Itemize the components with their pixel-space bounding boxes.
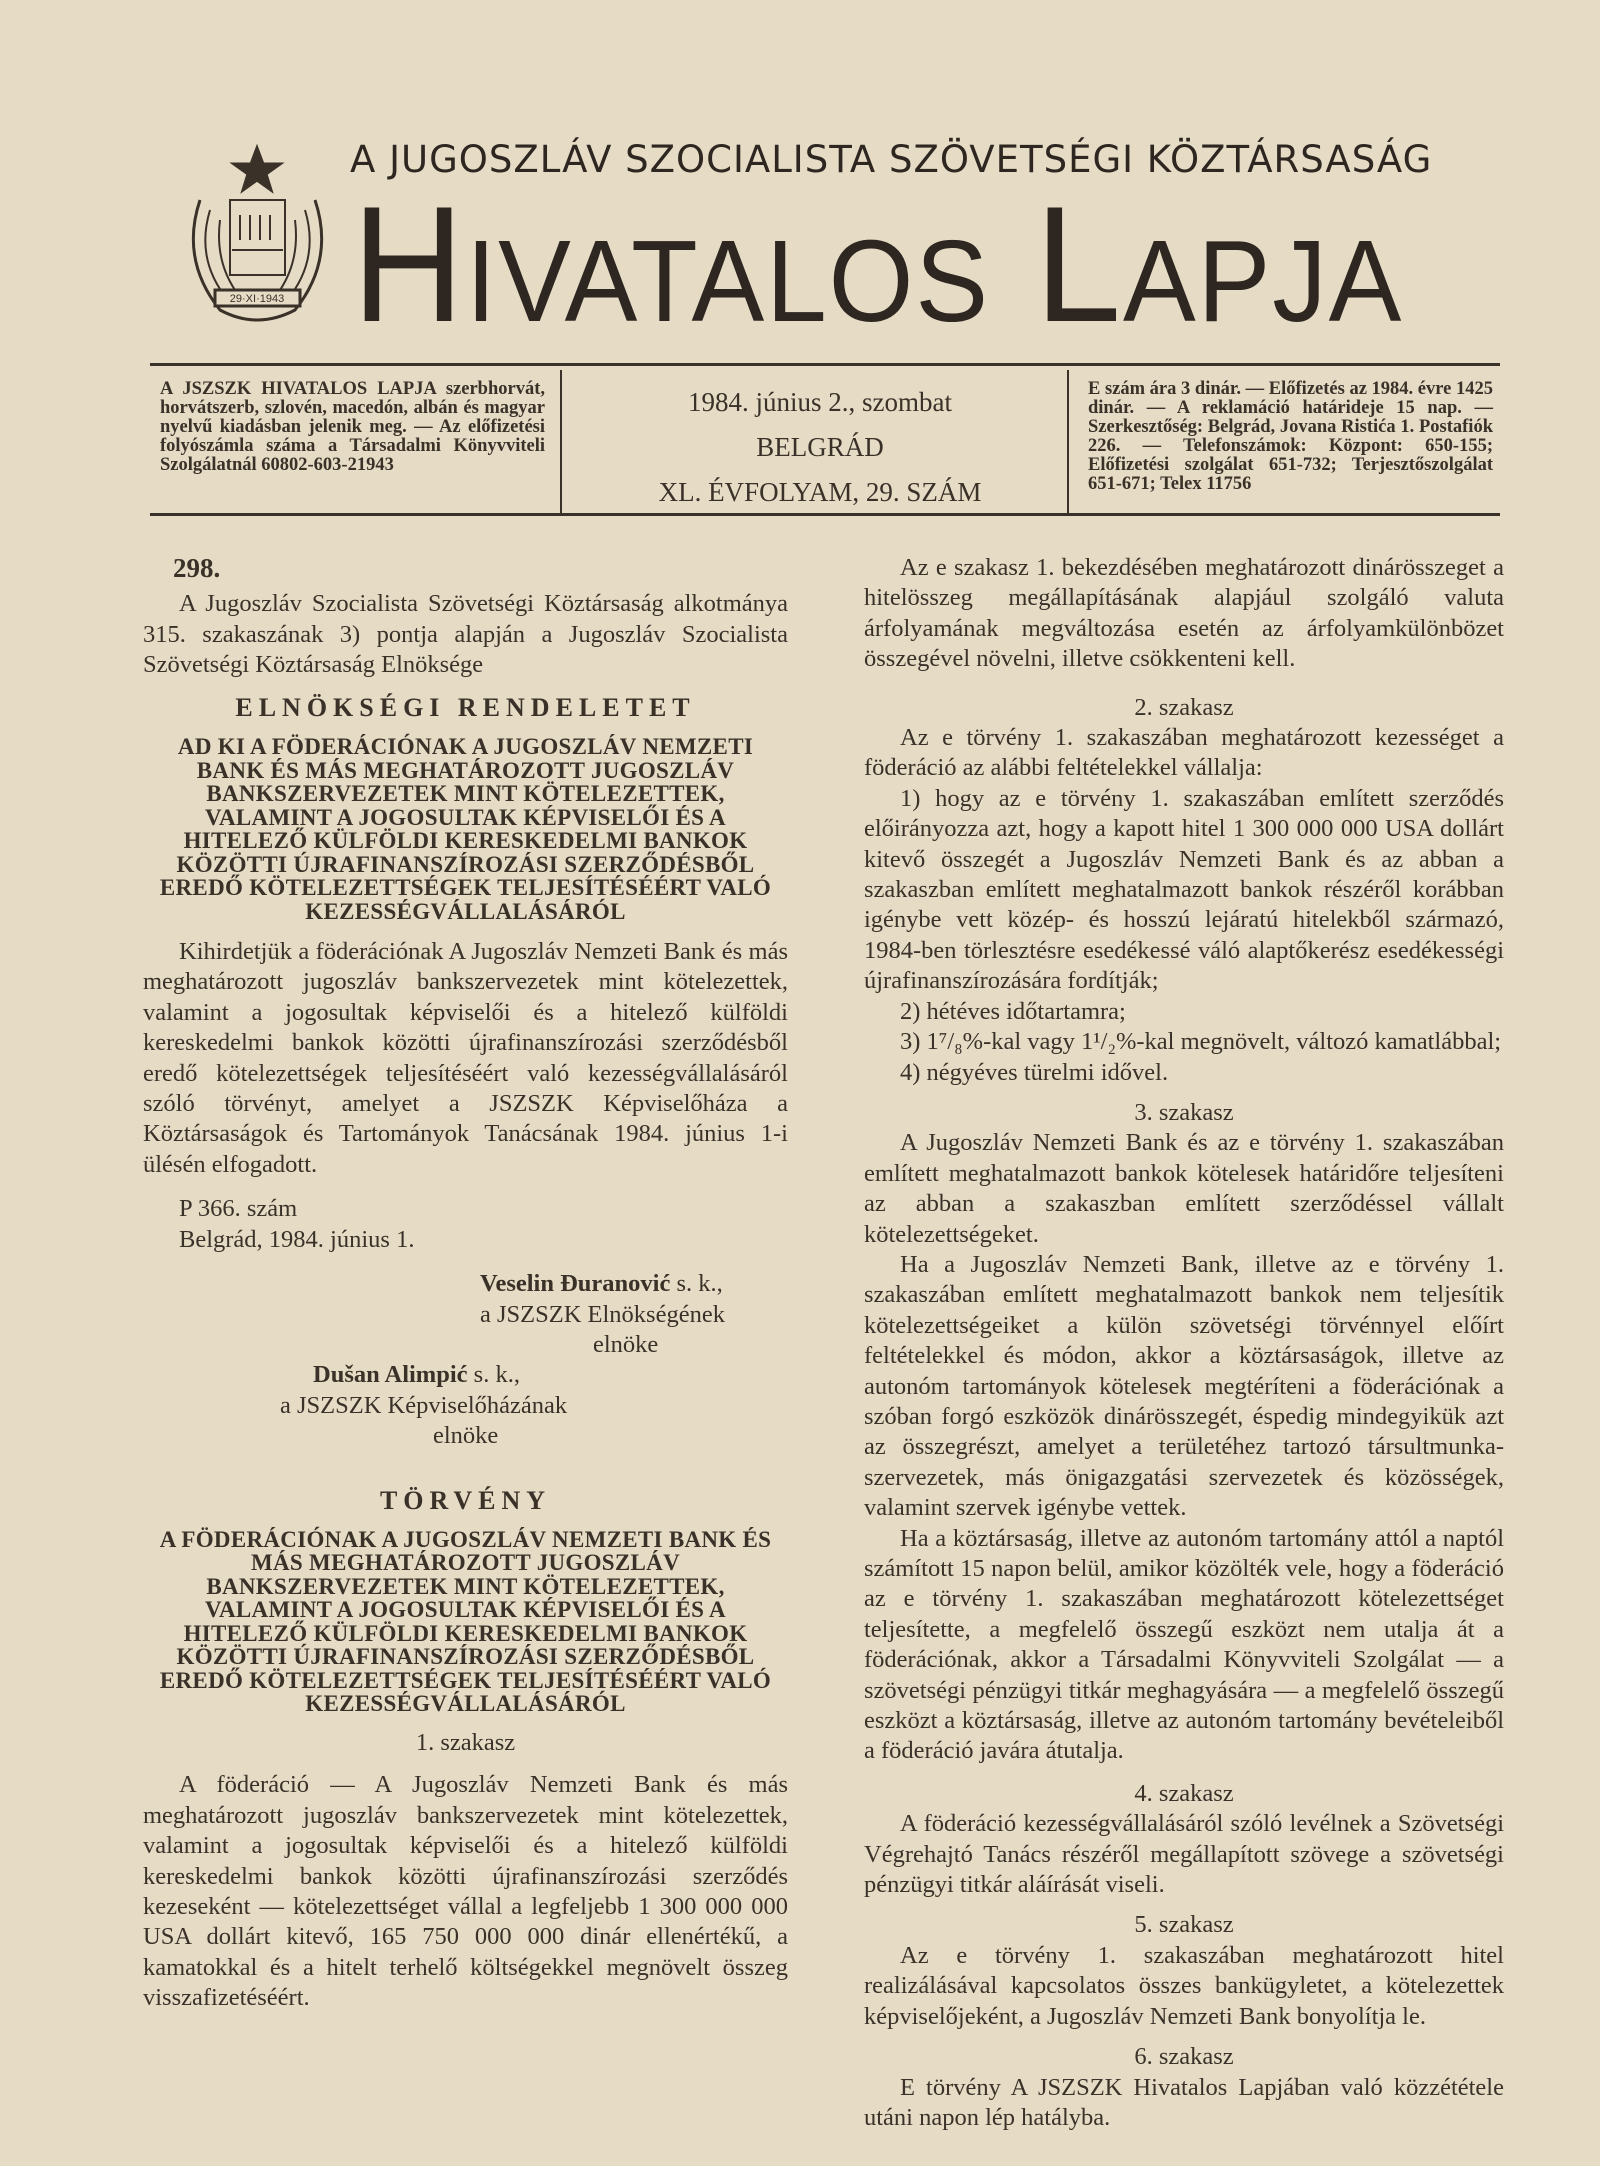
section-3-paragraph-2: Ha a Jugoszláv Nemzeti Bank, illetve az e törvény 1. szakaszában említett meghatalmazott bankok nem teljesítik kötelezettségeiket a külön szövetségi törvénnyel előírt feltételekkel és módon, akkor a köztársaságok, illetve az autonóm tartományok kötelesek megtéríteni a föderációnak a szóban forgó eszközök dinárösszegét, éspedig mindegyikük azt az összegrészt, amelyet a területéhez tartozó társultmunka-szervezetek, más önigazgatási szervezetek és közösségek, valamint szervek igénybe vettek.: [864, 1250, 1504, 1522]
divider-right: [1067, 370, 1069, 515]
section-3-paragraph-3: Ha a köztársaság, illetve az autonóm tartomány attól a naptól számított 15 napon belül, amikor közölték vele, hogy a föderáció az e törvény 1. szakaszában meghatározott kötelezettséget teljesítette, a megfelelő összegű eszközt nem utalja át a föderációnak, akkor a Társadalmi Könyvviteli Szolgálat — a szövetségi pénzügyi titkár meghagyására — a megfelelő összegű eszközt a köztársaság, illetve az autonóm tartomány bevételeiből a föderáció javára átutalja.: [864, 1524, 1504, 1765]
decree-title: AD KI A FÖDERÁCIÓNAK A JUGOSZLÁV NEMZETI BANK ÉS MÁS MEGHATÁROZOTT JUGOSZLÁV BANKSZERVEZETEK MINT KÖTELEZETTEK, VALAMINT A JOGOSULTAK KÉPVISELŐI ÉS A HITELEZŐ KÜLFÖLDI KERESKEDELMI BANKOK KÖZÖTTI ÚJRAFINANSZÍROZÁSI SZERZŐDÉSBŐL EREDŐ KÖTELEZETTSÉGEK TELJESÍTÉSÉÉRT VALÓ KEZESSÉGVÁLLALÁSÁRÓL: [159, 734, 772, 924]
issue-date: 1984. június 2., szombat: [688, 387, 952, 417]
right-column: [864, 553, 1504, 2133]
section-1-heading: 1. szakasz: [415, 1728, 516, 1756]
left-column: [143, 553, 788, 2014]
reference-number: P 366. szám: [179, 1195, 298, 1223]
issue-place: BELGRÁD: [756, 432, 884, 462]
emblem: [160, 140, 355, 335]
section-1-text: A föderáció — A Jugoszláv Nemzeti Bank és más meghatározott jugoszláv bankszervezetek mint kötelezettek, valamint a jogosultak képviselői és a hitelező külföldi kereskedelmi bankok közötti újrafinanszírozási szerződés kezeseként — kötelezettséget vállal a legfeljebb 1 300 000 000 USA dollárt kitevő, 165 750 000 000 dinár ellenértékű, a kamatokkal és a hitelt terhelő költségekkel megnövelt összeg visszafizetéséért.: [143, 1771, 788, 2012]
section-6-text: E törvény A JSZSZK Hivatalos Lapjában való közzététele utáni napon lép hatályba.: [864, 2073, 1504, 2131]
signatory-2-name: Dušan Alimpić: [313, 1361, 468, 1389]
signatory-2-sk: s. k.,: [467, 1361, 520, 1389]
section-3-heading: 3. szakasz: [1134, 1098, 1234, 1126]
section-4-heading: 4. szakasz: [1134, 1779, 1234, 1807]
section-1-continued: Az e szakasz 1. bekezdésében meghatározott dinárösszeget a hitelösszeg megállapításának alapjául szolgáló valuta árfolyamának megváltozása esetén az árfolyamkülönbözet összegével növelni, illetve csökkenteni kell.: [864, 554, 1504, 673]
decree-heading: ELNÖKSÉGI RENDELETET: [235, 692, 696, 722]
section-2-item-4: 4) négyéves türelmi idővel.: [900, 1058, 1169, 1086]
section-2-item-3: 3) 1⁷/₈%-kal vagy 1¹/₂%-kal megnövelt, változó kamatlábbal;: [900, 1028, 1502, 1056]
section-2-item-1: 1) hogy az e törvény 1. szakaszában említett szerződés előirányozza azt, hogy a kapott hitel 1 300 000 000 USA dollárt kitevő összegét a Jugoszláv Nemzeti Bank és az abban a szakaszban említett meghatalmazott bankok részéről korábban igénybe vett közép- és hosszú lejáratú hitelekből származó, 1984-ben törlesztésre esedékessé váló alaptőkerész esedékességi újrafinanszírozására fordítják;: [864, 784, 1504, 995]
signatory-2-role2: elnöke: [433, 1422, 499, 1450]
masthead-supertitle: A JUGOSZLÁV SZOCIALISTA SZÖVETSÉGI KÖZTÁRSASÁG: [350, 138, 1433, 181]
section-3-paragraph-1: A Jugoszláv Nemzeti Bank és az e törvény 1. szakaszában említett meghatalmazott bankok kötelesek határidőre teljesíteni az abban a szakaszban említett szerződéssel vállalt kötelezettségeket.: [864, 1129, 1504, 1248]
divider-left: [560, 370, 562, 515]
place-date: Belgrád, 1984. június 1.: [179, 1225, 415, 1253]
issue-number: XL. ÉVFOLYAM, 29. SZÁM: [658, 477, 982, 507]
promulgation-paragraph: Kihirdetjük a föderációnak A Jugoszláv Nemzeti Bank és más meghatározott jugoszláv bankszervezetek mint kötelezettek, valamint a jogosultak képviselői és a hitelező külföldi kereskedelmi bankok közötti újrafinanszírozási szerződésből eredő kötelezettségek teljesítéséért való kezességvállalásáról szóló törvényt, amelyet a JSZSZK Képviselőháza a Köztársaságok és Tartományok Tanácsának 1984. június 1-i ülésén elfogadott.: [143, 938, 788, 1178]
section-6-heading: 6. szakasz: [1134, 2043, 1234, 2071]
signatory-1-sk: s. k.,: [670, 1270, 723, 1298]
section-2-item-2: 2) hétéves időtartamra;: [900, 997, 1126, 1025]
signatory-2-role: a JSZSZK Képviselőházának: [280, 1391, 568, 1419]
signatory-1-role2: elnöke: [593, 1330, 659, 1358]
section-4-text: A föderáció kezességvállalásáról szóló levélnek a Szövetségi Végrehajtó Tanács részéről megállapított szövege a szövetségi pénzügyi titkár aláírását viseli.: [864, 1810, 1504, 1899]
signatory-1-name: Veselin Đuranović: [480, 1270, 671, 1298]
signatory-1-role: a JSZSZK Elnökségének: [480, 1300, 725, 1328]
rule-top: [150, 363, 1500, 366]
law-heading: TÖRVÉNY: [379, 1485, 552, 1515]
emblem-date: 29·XI·1943: [229, 293, 285, 305]
info-issue: [575, 380, 1065, 515]
section-5-text: Az e törvény 1. szakaszában meghatározott hitel realizálásával kapcsolatos összes bankügyletet, a kötelezettek képviselőjeként, a Jugoszláv Nemzeti Bank bonyolítja le.: [864, 1941, 1504, 2030]
info-subscription: E szám ára 3 dinár. — Előfizetés az 1984. évre 1425 dinár. — A reklamáció határideje 15 nap. — Szerkesztőség: Belgrád, Jovana Ristića 1. Postafiók 226. — Telefonszámok: Központ: 650-155; Előfizetési szolgálat 651-732; Terjesztőszolgálat 651-671; Telex 11756: [1088, 379, 1493, 494]
section-5-heading: 5. szakasz: [1134, 1911, 1234, 1939]
act-number: 298.: [173, 553, 221, 583]
section-2-text: Az e törvény 1. szakaszában meghatározott kezességet a föderáció az alábbi feltételekkel vállalja:: [864, 724, 1504, 782]
section-2-heading: 2. szakasz: [1134, 693, 1234, 721]
law-title: A FÖDERÁCIÓNAK A JUGOSZLÁV NEMZETI BANK ÉS MÁS MEGHATÁROZOTT JUGOSZLÁV BANKSZERVEZETEK MINT KÖTELEZETTEK, VALAMINT A JOGOSULTAK KÉPVISELŐI ÉS A HITELEZŐ KÜLFÖLDI KERESKEDELMI BANKOK KÖZÖTTI ÚJRAFINANSZÍROZÁSI SZERZŐDÉSBŐL EREDŐ KÖTELEZETTSÉGEK TELJESÍTÉSÉÉRT VALÓ KEZESSÉGVÁLLALÁSÁRÓL: [159, 1526, 772, 1717]
masthead-title: Hivatalos Lapja: [352, 172, 1404, 356]
intro-paragraph: A Jugoszláv Szocialista Szövetségi Köztársaság alkotmánya 315. szakaszának 3) pontja alapján a Jugoszláv Szocialista Szövetségi Köztársaság Elnöksége: [143, 590, 788, 679]
info-publication: A JSZSZK HIVATALOS LAPJA szerbhorvát, horvátszerb, szlovén, macedón, albán és magyar nyelvű kiadásban jelenik meg. — Az előfizetési folyószámla száma a Társadalmi Könyvviteli Szolgálatnál 60802-603-21943: [160, 379, 545, 475]
